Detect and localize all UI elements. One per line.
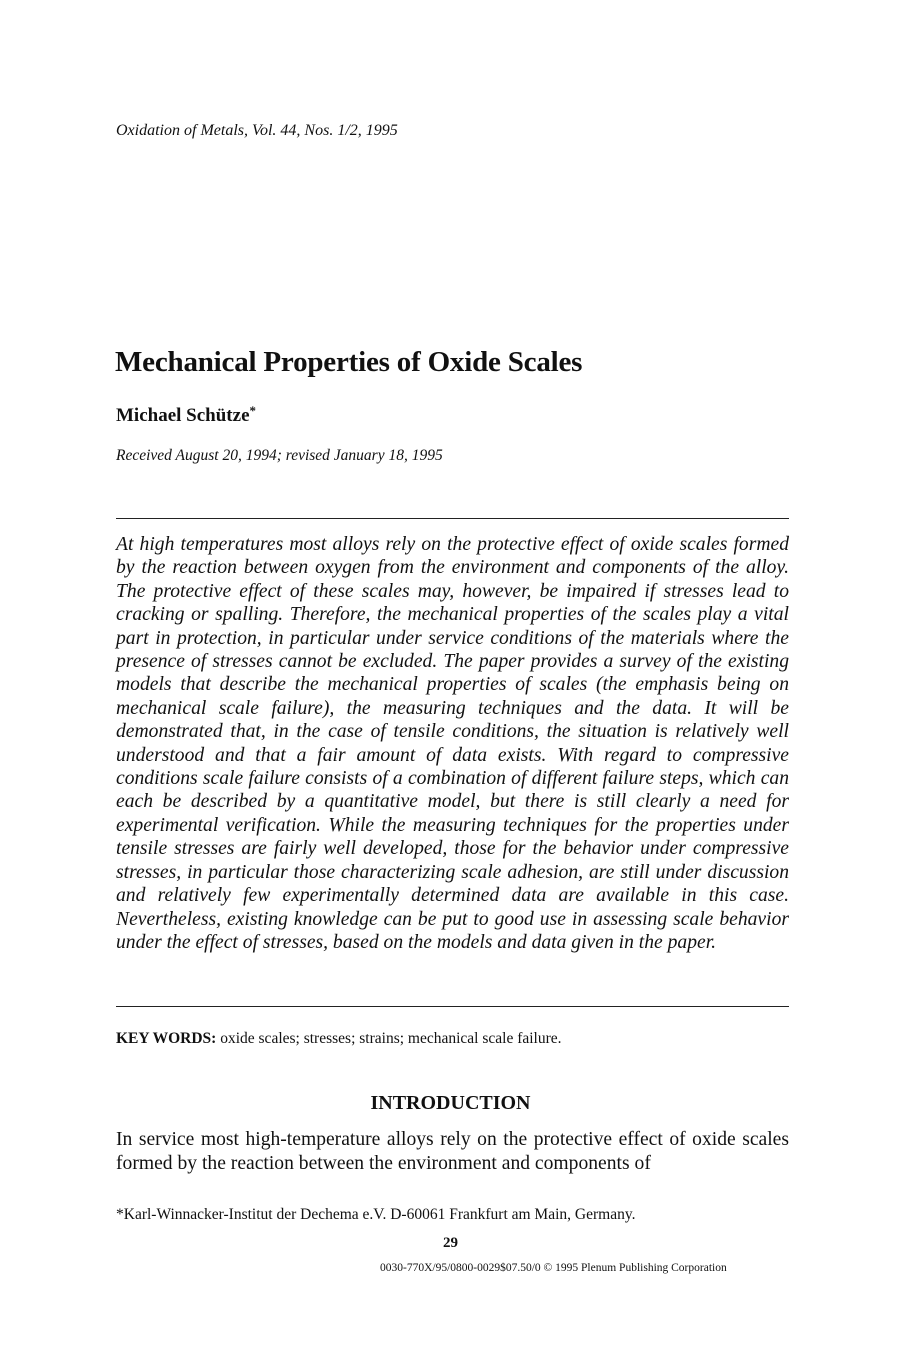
author-line: [116, 405, 256, 427]
affiliation-footnote: *Karl-Winnacker-Institut der Dechema e.V. D-60061 Frankfurt am Main, Germany.: [116, 1206, 636, 1223]
article-title: Mechanical Properties of Oxide Scales: [115, 346, 583, 378]
received-dates: Received August 20, 1994; revised January 18, 1995: [116, 447, 443, 464]
abstract-bottom-rule: [116, 1006, 789, 1007]
copyright-line: 0030-770X/95/0800-0029$07.50/0 © 1995 Plenum Publishing Corporation: [380, 1262, 727, 1274]
introduction-text: In service most high-temperature alloys rely on the protective effect of oxide scales formed by the reaction between the environment and components of: [116, 1129, 789, 1174]
journal-citation: Oxidation of Metals, Vol. 44, Nos. 1/2, 1995: [116, 122, 398, 139]
keywords-text: oxide scales; stresses; strains; mechanical scale failure.: [216, 1030, 562, 1047]
author-name: Michael Schütze: [116, 405, 250, 426]
author-footnote-mark: *: [249, 403, 257, 418]
page-number: 29: [443, 1235, 458, 1251]
section-heading-wrap: [0, 1092, 901, 1115]
abstract-text: At high temperatures most alloys rely on the protective effect of oxide scales formed by the reaction between oxygen from the environment and components of the alloy. The protective effect of these scales may, however, be impaired if stresses lead to cracking or spalling. Therefore, the mechanical properties of the scales play a vital part in protection, in particular under service conditions of the materials where the presence of stresses cannot be excluded. The paper provides a survey of the existing models that describe the mechanical properties of scales (the emphasis being on mechanical scale failure), the measuring techniques and the data. It will be demonstrated that, in the case of tensile conditions, the situation is relatively well understood and that a fair amount of data exists. With regard to compressive conditions scale failure consists of a combination of different failure steps, which can each be described by a quantitative model, but there is still clearly a need for experimental verification. While the measuring techniques for the properties under tensile stresses are fairly well developed, those for the behavior under compressive stresses, in particular those characterizing scale adhesion, are still under discussion and relatively few experimentally determined data are available in this case. Nevertheless, existing knowledge can be put to good use in assessing scale behavior under the effect of stresses, based on the models and data given in the paper.: [116, 534, 789, 953]
keywords-line: [116, 1030, 562, 1048]
keywords-label: KEY WORDS:: [116, 1030, 217, 1047]
introduction-heading: INTRODUCTION: [370, 1092, 531, 1114]
abstract-top-rule: [116, 518, 789, 519]
page-number-wrap: [0, 1235, 901, 1252]
